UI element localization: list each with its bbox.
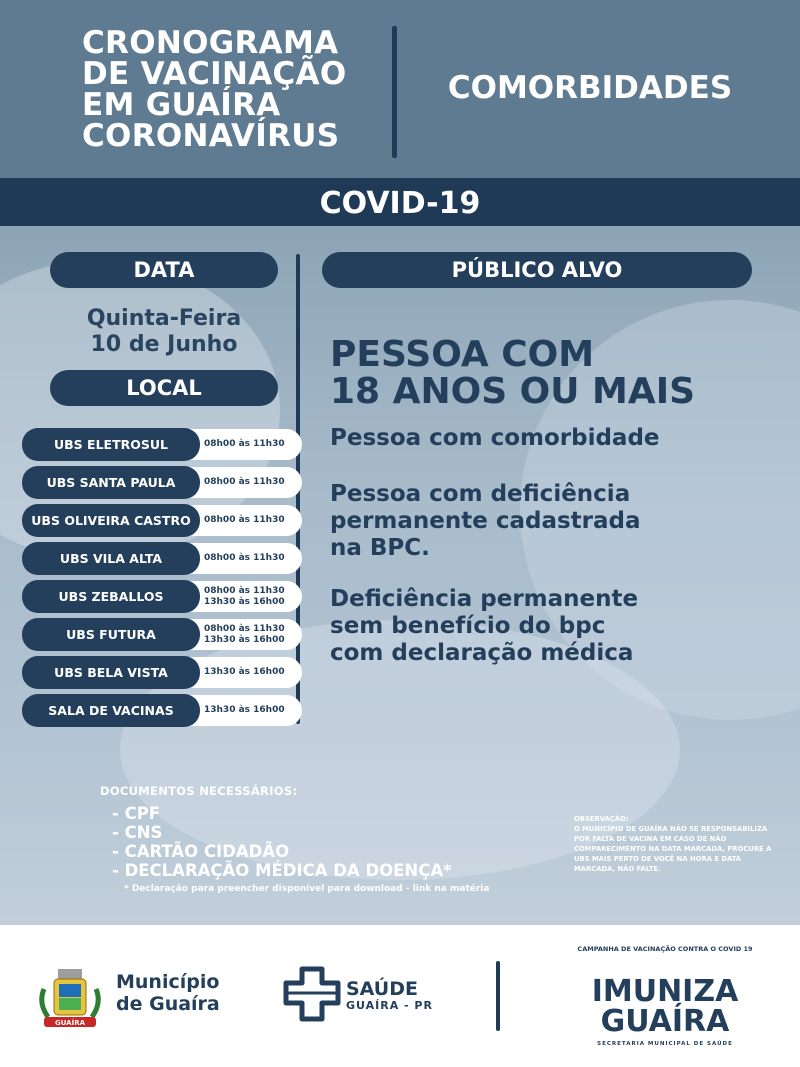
time-slot: 08h00 às 11h30 [204, 439, 285, 449]
target-headline [330, 336, 790, 410]
documents-list [112, 804, 452, 880]
campaign-text: CAMPANHA DE VACINAÇÃO CONTRA O COVID 19 [577, 945, 753, 953]
municipality-name [116, 971, 220, 1015]
observation [574, 814, 774, 874]
time-slot: 13h30 às 16h00 [204, 596, 285, 607]
secretaria-text: SECRETARIA MUNICIPAL DE SAÚDE [597, 1041, 733, 1047]
covid-label: COVID-19 [319, 186, 481, 221]
location-row [22, 618, 284, 651]
crest-label: GUAÍRA [54, 1019, 86, 1027]
time-slot: 08h00 às 11h30 [204, 515, 285, 525]
document-item: - CARTÃO CIDADÃO [112, 842, 290, 861]
date-day: Quinta-Feira [86, 306, 242, 331]
header-divider [392, 26, 397, 158]
target-item-line: na BPC. [330, 535, 430, 561]
imuniza-logo [560, 945, 770, 1055]
guaira-text: GUAÍRA [600, 1004, 730, 1039]
time-slot: 08h00 às 11h30 [204, 623, 285, 634]
document-item: - DECLARAÇÃO MÉDICA DA DOENÇA* [112, 861, 452, 880]
location-row [22, 466, 284, 499]
time-slot: 13h30 às 16h00 [204, 634, 285, 645]
time-slot: 08h00 às 11h30 [204, 585, 285, 596]
location-row [22, 428, 284, 461]
location-row [22, 542, 284, 575]
location-name: UBS OLIVEIRA CASTRO [22, 504, 200, 537]
municipality-line: Município [116, 971, 220, 993]
location-name: UBS FUTURA [22, 618, 200, 651]
date-text [50, 306, 278, 358]
target-item-line: sem benefício do bpc [330, 613, 606, 639]
publico-heading: PÚBLICO ALVO [322, 252, 752, 288]
location-name: UBS ZEBALLOS [22, 580, 200, 613]
location-list [22, 428, 284, 732]
headline-line: 18 ANOS OU MAIS [330, 371, 696, 412]
time-slot: 13h30 às 16h00 [204, 705, 285, 715]
health-cross-icon [282, 965, 342, 1027]
footer [0, 925, 800, 1067]
health-sublabel: GUAÍRA - PR [346, 999, 433, 1012]
target-item-line: Pessoa com deficiência [330, 481, 631, 507]
page-title: CRONOGRAMA DE VACINAÇÃO EM GUAÍRA CORONAVÍRUS [82, 25, 347, 154]
location-row [22, 656, 284, 689]
time-slot: 08h00 às 11h30 [204, 553, 285, 563]
time-slot: 13h30 às 16h00 [204, 667, 285, 677]
municipal-crest-icon [34, 963, 106, 1037]
imuniza-text: IMUNIZA [591, 974, 739, 1009]
target-item [330, 586, 790, 667]
municipality-line: de Guaíra [116, 993, 220, 1015]
document-item: - CPF [112, 804, 161, 823]
headline-line: PESSOA COM [330, 334, 595, 375]
health-label: SAÚDE [346, 978, 418, 1000]
target-item-line: com declaração médica [330, 640, 634, 666]
location-name: UBS ELETROSUL [22, 428, 200, 461]
target-item-line: Deficiência permanente [330, 586, 639, 612]
documents-title: DOCUMENTOS NECESSÁRIOS: [100, 784, 298, 798]
target-item [330, 481, 790, 562]
location-name: SALA DE VACINAS [22, 694, 200, 727]
location-name: UBS VILA ALTA [22, 542, 200, 575]
target-item-line: permanente cadastrada [330, 508, 641, 534]
footer-divider [496, 961, 500, 1031]
location-row [22, 694, 284, 727]
location-row [22, 504, 284, 537]
location-name: UBS SANTA PAULA [22, 466, 200, 499]
time-slot: 08h00 às 11h30 [204, 477, 285, 487]
documents-note: * Declaração para preencher disponível para download - link na matéria [124, 884, 490, 894]
observation-text: O MUNICÍPIO DE GUAÍRA NÃO SE RESPONSABILIZA POR FALTA DE VACINA EM CASO DE NÃO COMPARECIMENTO NA DATA MARCADA, PROCURE A UBS MAIS PERTO DE VOCÊ NA HORA E DATA MARCADA, NÃO FALTE. [574, 825, 772, 873]
date-value: 10 de Junho [90, 332, 238, 357]
local-heading: LOCAL [50, 370, 278, 406]
target-item: Pessoa com comorbidade [330, 425, 660, 451]
document-item: - CNS [112, 823, 163, 842]
location-name: UBS BELA VISTA [22, 656, 200, 689]
topic-label: COMORBIDADES [447, 70, 733, 106]
location-row [22, 580, 284, 613]
observation-label: OBSERVAÇÃO: [574, 815, 629, 823]
data-heading: DATA [50, 252, 278, 288]
